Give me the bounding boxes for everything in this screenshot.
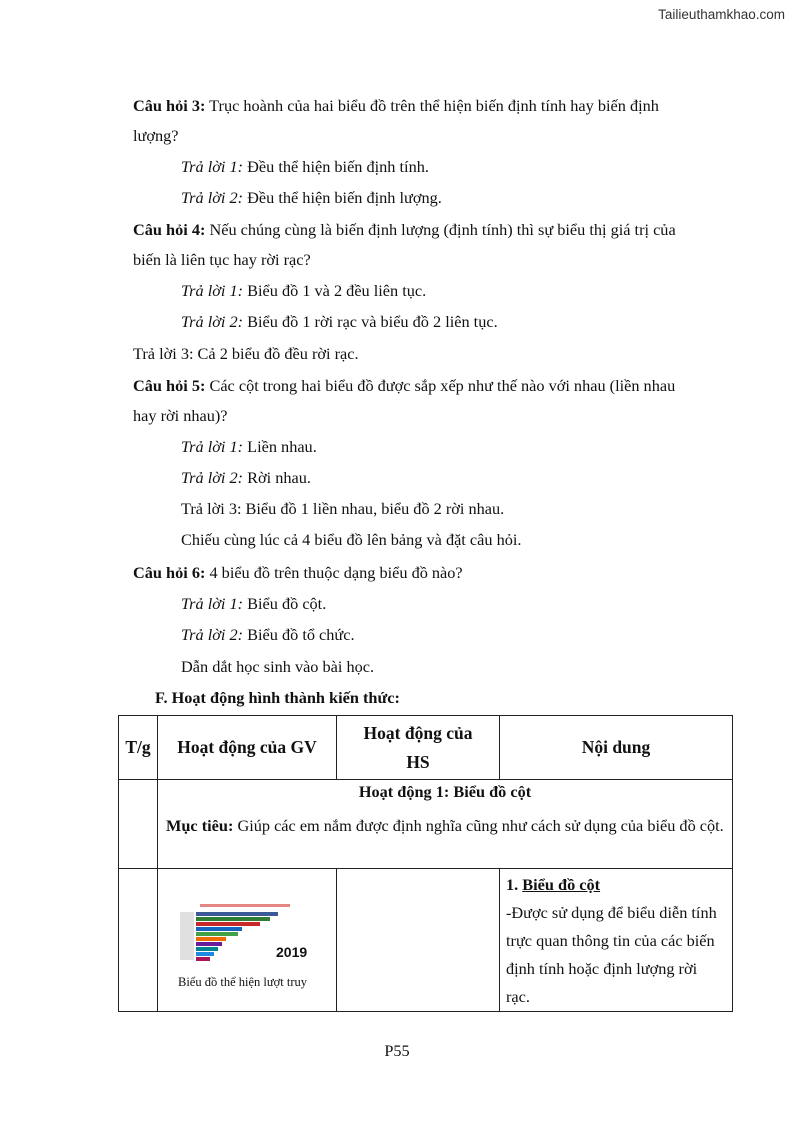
thumbnail-year: 2019 — [276, 944, 308, 960]
line-text: Biểu đồ 1 và 2 đều liên tục. — [243, 281, 427, 300]
activity-title: Hoạt động 1: Biểu đồ cột — [358, 782, 532, 801]
bar-chart-thumbnail — [178, 902, 318, 974]
line-text: Nếu chúng cùng là biến định lượng (định tính) thì sự biểu thị giá trị của — [205, 220, 676, 239]
text-line — [133, 563, 463, 583]
line-text: Các cột trong hai biểu đồ được sắp xếp như thế nào với nhau (liền nhau — [205, 376, 676, 395]
section-heading: F. Hoạt động hình thành kiến thức: — [155, 688, 400, 707]
line-text: Biểu đồ cột. — [243, 594, 327, 613]
text-line — [133, 376, 675, 396]
line-text: Rời nhau. — [243, 468, 311, 487]
line-text: hay rời nhau)? — [133, 406, 228, 425]
text-line — [181, 530, 521, 550]
text-line — [133, 406, 228, 426]
line-text: Trục hoành của hai biểu đồ trên thể hiện biến định tính hay biến định — [205, 96, 659, 115]
answer-label: Trả lời 2: — [181, 188, 244, 207]
text-line — [133, 344, 359, 364]
text-line — [181, 625, 355, 645]
line-text: Đều thể hiện biến định tính. — [243, 157, 429, 176]
content-heading-title: Biểu đồ cột — [522, 875, 601, 894]
answer-label: Trả lời 2: — [181, 625, 244, 644]
time-cell-2 — [119, 869, 158, 1012]
header-content: Nội dung — [500, 716, 733, 780]
line-text: Chiếu cùng lúc cả 4 biểu đồ lên bảng và đặt câu hỏi. — [181, 530, 522, 549]
line-text: biến là liên tục hay rời rạc? — [133, 250, 311, 269]
header-student: Hoạt động của HS — [337, 716, 500, 780]
line-text: Trả lời 3: Biểu đồ 1 liền nhau, biểu đồ 2 rời nhau. — [181, 499, 505, 518]
content-heading-num: 1. — [506, 875, 523, 894]
line-text: Trả lời 3: Cả 2 biểu đồ đều rời rạc. — [133, 344, 359, 363]
question-label: Câu hỏi 5: — [133, 376, 206, 395]
line-text: Đều thể hiện biến định lượng. — [243, 188, 442, 207]
time-cell — [119, 780, 158, 869]
answer-label: Trả lời 1: — [181, 281, 244, 300]
line-text: Dẫn dắt học sinh vào bài học. — [181, 657, 375, 676]
line-text: Liền nhau. — [243, 437, 317, 456]
objective — [166, 812, 724, 840]
text-line — [133, 250, 311, 270]
student-cell — [337, 869, 500, 1012]
answer-label: Trả lời 1: — [181, 594, 244, 613]
answer-label: Trả lời 1: — [181, 437, 244, 456]
question-label: Câu hỏi 4: — [133, 220, 206, 239]
thumbnail-caption: Biểu đồ thể hiện lượt truy — [178, 975, 307, 989]
header-teacher: Hoạt động của GV — [158, 716, 337, 780]
activity-table — [118, 715, 733, 1012]
text-line — [133, 96, 659, 116]
watermark: Tailieuthamkhao.com — [658, 7, 785, 22]
line-text: lượng? — [133, 126, 179, 145]
header-time: T/g — [119, 716, 158, 780]
page-number: P55 — [384, 1041, 410, 1060]
answer-label: Trả lời 1: — [181, 157, 244, 176]
text-line — [133, 126, 178, 146]
line-text: Biểu đồ 1 rời rạc và biểu đồ 2 liên tục. — [243, 312, 498, 331]
text-line — [181, 594, 326, 614]
text-line — [181, 499, 504, 519]
table-header-row — [119, 716, 733, 780]
text-line — [181, 188, 442, 208]
objective-label: Mục tiêu: — [166, 816, 234, 835]
answer-label: Trả lời 2: — [181, 468, 244, 487]
line-text: Biểu đồ tổ chức. — [243, 625, 355, 644]
text-line — [181, 468, 311, 488]
activity-cell — [158, 780, 733, 869]
objective-text: Giúp các em nắm được định nghĩa cũng như cách sử dụng của biểu đồ cột. — [233, 816, 724, 835]
answer-label: Trả lời 2: — [181, 312, 244, 331]
text-line — [181, 657, 374, 677]
content-text: -Được sử dụng để biểu diễn tính trực quan thông tin của các biến định tính hoặc định lượng rời rạc. — [506, 903, 717, 1006]
text-line — [181, 157, 429, 177]
content-heading — [506, 871, 724, 899]
text-line — [181, 437, 317, 457]
line-text: 4 biểu đồ trên thuộc dạng biểu đồ nào? — [205, 563, 463, 582]
activity-row — [119, 780, 733, 869]
question-label: Câu hỏi 6: — [133, 563, 206, 582]
teacher-cell — [158, 869, 337, 1012]
content-cell — [500, 869, 733, 1012]
content-row — [119, 869, 733, 1012]
text-line — [181, 312, 498, 332]
text-line — [133, 220, 676, 240]
question-label: Câu hỏi 3: — [133, 96, 206, 115]
bar-chart-image — [178, 902, 318, 974]
text-line — [181, 281, 426, 301]
